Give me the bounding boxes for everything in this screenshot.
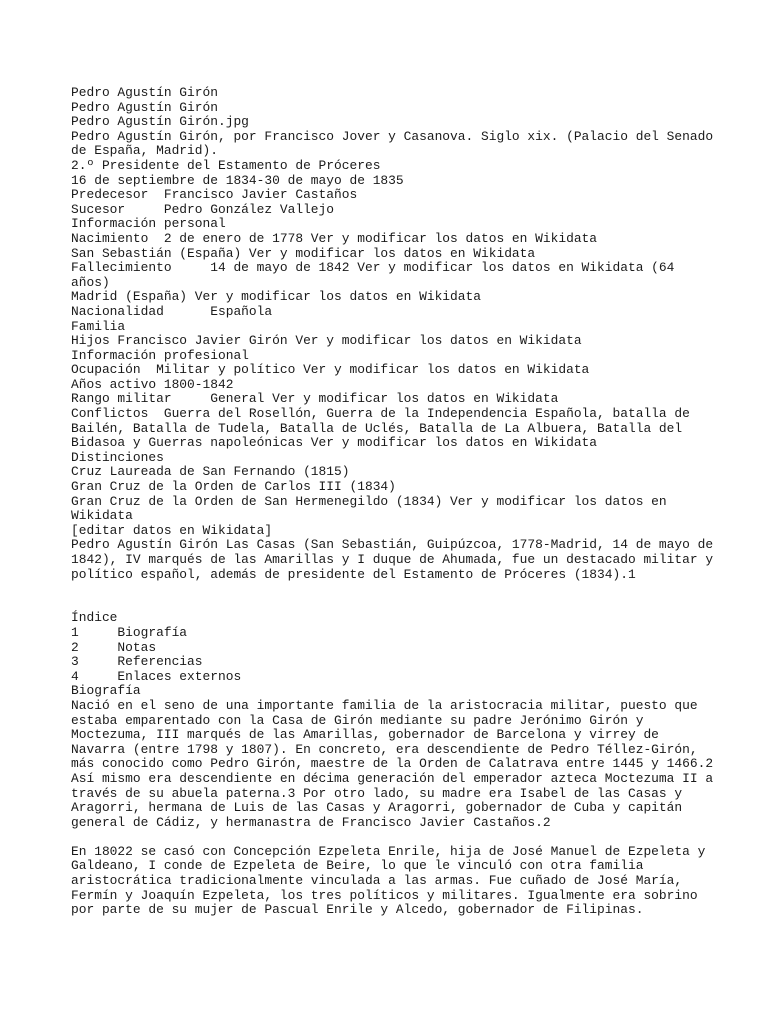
paragraph-line: general de Cádiz, y hermanastra de Francisco Javier Castaños.2: [71, 814, 551, 830]
infobox-distinction: Cruz Laureada de San Fernando (1815): [71, 464, 350, 480]
document-page: [71, 85, 714, 918]
biografia-paragraph-1: [71, 697, 714, 830]
spacer: [71, 830, 701, 845]
spacer: [71, 582, 701, 597]
infobox-children: Hijos Francisco Javier Girón Ver y modificar los datos en Wikidata: [71, 333, 582, 349]
infobox-predecessor: Predecesor Francisco Javier Castaños: [71, 187, 358, 203]
infobox-term: 16 de septiembre de 1834-30 de mayo de 1835: [71, 172, 404, 188]
infobox-section-heading: Información personal: [71, 216, 226, 232]
toc-item-enlaces-externos[interactable]: 4 Enlaces externos: [71, 668, 242, 684]
infobox-death-place: Madrid (España) Ver y modificar los datos en Wikidata: [71, 289, 481, 305]
infobox-title: Pedro Agustín Girón: [71, 85, 218, 100]
paragraph-line: Así mismo era descendiente en décima generación del emperador azteca Moctezuma II a: [71, 770, 714, 786]
paragraph-line: por parte de su mujer de Pascual Enrile y Alcedo, gobernador de Filipinas.: [71, 902, 644, 918]
section-heading: Biografía: [71, 683, 141, 699]
infobox-distinction: Wikidata: [71, 508, 133, 524]
spacer: [71, 597, 701, 612]
paragraph-line: Navarra (entre 1798 y 1807). En concreto, era descendiente de Pedro Téllez-Girón,: [71, 741, 698, 757]
paragraph-line: Aragorri, hermana de Luis de las Casas y Aragorri, gobernador de Cuba y capitán: [71, 800, 683, 816]
paragraph-line: aristocrática tradicionalmente vinculada a las armas. Fue cuñado de José María,: [71, 873, 683, 889]
intro-line: 1842), IV marqués de las Amarillas y I duque de Ahumada, fue un destacado militar y: [71, 552, 714, 567]
infobox-conflicts: Bailén, Batalla de Tudela, Batalla de Uclés, Batalla de La Albuera, Batalla del: [71, 420, 683, 436]
infobox-military-rank: Rango militar General Ver y modificar los datos en Wikidata: [71, 391, 559, 407]
infobox-birth-place: San Sebastián (España) Ver y modificar los datos en Wikidata: [71, 245, 536, 261]
paragraph-line: través de su abuela paterna.3 Por otro lado, su madre era Isabel de las Casas y: [71, 785, 683, 801]
infobox-office: 2.º Presidente del Estamento de Próceres: [71, 157, 381, 173]
intro-paragraph: [71, 537, 714, 582]
infobox-image-caption: Pedro Agustín Girón, por Francisco Jover y Casanova. Siglo xix. (Palacio del Senado: [71, 128, 714, 144]
infobox-distinction: Gran Cruz de la Orden de San Hermenegildo (1834) Ver y modificar los datos en: [71, 493, 667, 509]
paragraph-line: En 18022 se casó con Concepción Ezpeleta Enrile, hija de José Manuel de Ezpeleta y: [71, 843, 706, 859]
infobox-occupation: Ocupación Militar y político Ver y modificar los datos en Wikidata: [71, 362, 590, 378]
toc-title: Índice: [71, 610, 118, 626]
infobox: [71, 85, 714, 538]
infobox-years-active: Años activo 1800-1842: [71, 376, 234, 392]
infobox-death: Fallecimiento 14 de mayo de 1842 Ver y modificar los datos en Wikidata (64: [71, 260, 675, 276]
infobox-section-heading: Información profesional: [71, 347, 249, 363]
paragraph-line: Nació en el seno de una importante familia de la aristocracia militar, puesto que: [71, 697, 698, 713]
paragraph-line: Fermín y Joaquín Ezpeleta, los tres políticos y militares. Igualmente era sobrino: [71, 887, 698, 903]
intro-line: político español, además de presidente del Estamento de Próceres (1834).1: [71, 566, 636, 582]
table-of-contents: [71, 611, 701, 684]
toc-item-biografia[interactable]: 1 Biografía: [71, 624, 188, 640]
paragraph-line: más conocido como Pedro Girón, maestre de la Orden de Calatrava entre 1445 y 1466.2: [71, 756, 714, 772]
infobox-section-heading: Distinciones: [71, 449, 164, 465]
infobox-conflicts: Conflictos Guerra del Rosellón, Guerra de la Independencia Española, batalla de: [71, 406, 690, 422]
infobox-edit-link[interactable]: [editar datos en Wikidata]: [71, 522, 273, 538]
infobox-nationality: Nacionalidad Española: [71, 303, 273, 319]
toc-item-notas[interactable]: 2 Notas: [71, 639, 157, 655]
paragraph-line: Moctezuma, III marqués de las Amarillas, gobernador de Barcelona y virrey de: [71, 727, 659, 743]
biografia-paragraph-2: [71, 843, 706, 918]
infobox-successor: Sucesor Pedro González Vallejo: [71, 201, 335, 217]
toc-item-referencias[interactable]: 3 Referencias: [71, 654, 203, 670]
infobox-image-caption: de España, Madrid).: [71, 143, 218, 159]
infobox-image-filename: Pedro Agustín Girón.jpg: [71, 114, 249, 130]
infobox-name: Pedro Agustín Girón: [71, 99, 218, 115]
paragraph-line: Galdeano, I conde de Ezpeleta de Beire, lo que le vinculó con otra familia: [71, 858, 644, 874]
paragraph-line: estaba emparentado con la Casa de Girón mediante su padre Jerónimo Girón y: [71, 712, 644, 728]
infobox-section-heading: Familia: [71, 318, 126, 334]
infobox-birth: Nacimiento 2 de enero de 1778 Ver y modificar los datos en Wikidata: [71, 230, 598, 246]
intro-line: Pedro Agustín Girón Las Casas (San Sebastián, Guipúzcoa, 1778-Madrid, 14 de mayo de: [71, 537, 714, 553]
infobox-conflicts: Bidasoa y Guerras napoleónicas Ver y modificar los datos en Wikidata: [71, 435, 598, 451]
biografia-section: [71, 683, 714, 918]
infobox-death: años): [71, 274, 110, 290]
infobox-distinction: Gran Cruz de la Orden de Carlos III (1834): [71, 479, 396, 495]
